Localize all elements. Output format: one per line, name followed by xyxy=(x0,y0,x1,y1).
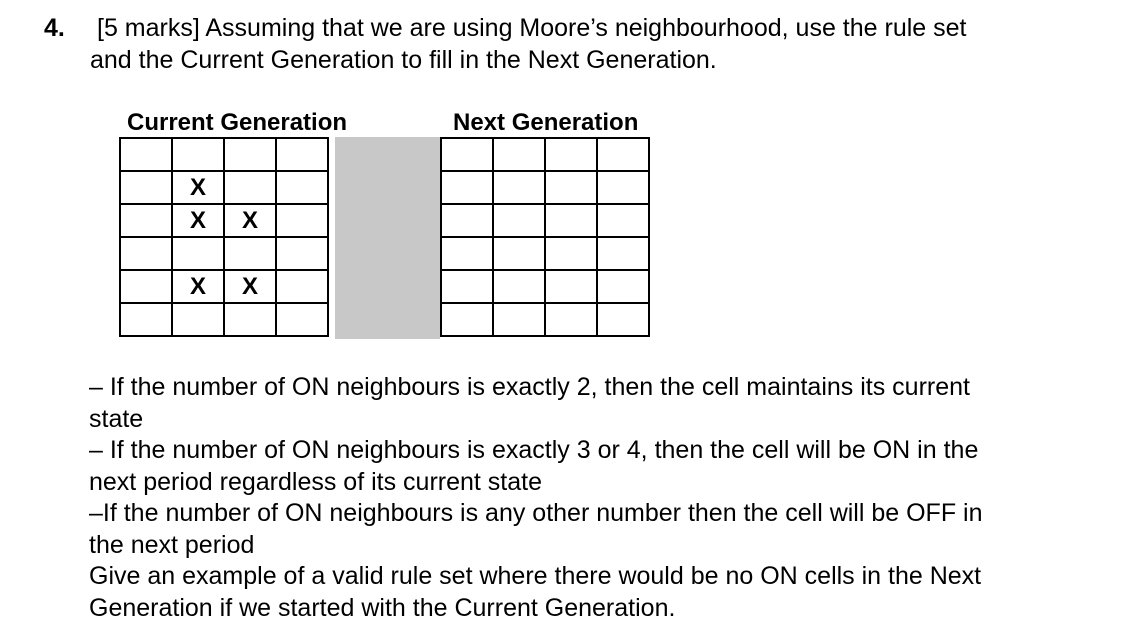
next-generation-grid xyxy=(440,137,650,337)
grid-cell[interactable] xyxy=(493,237,545,270)
rule-set xyxy=(89,372,1119,624)
grid-cell[interactable] xyxy=(493,270,545,303)
grid-cell xyxy=(276,237,328,270)
grid-row xyxy=(441,237,649,270)
grid-cell xyxy=(224,138,276,171)
grid-row xyxy=(441,204,649,237)
question-line-1: [5 marks] Assuming that we are using Moore’s neighbourhood, use the rule set xyxy=(97,14,967,42)
grid-cell[interactable] xyxy=(545,138,597,171)
grid-cell[interactable] xyxy=(441,204,493,237)
current-generation-grid xyxy=(119,137,329,337)
grid-cell xyxy=(172,303,224,336)
grid-cell[interactable] xyxy=(441,237,493,270)
grid-cell[interactable] xyxy=(493,303,545,336)
grid-row xyxy=(120,237,328,270)
rule-line: the next period xyxy=(89,530,255,559)
grid-row xyxy=(120,138,328,171)
grid-cell xyxy=(276,171,328,204)
grid-cell xyxy=(120,171,172,204)
grid-cell[interactable] xyxy=(597,237,649,270)
gray-separator xyxy=(335,137,440,339)
rule-line: state xyxy=(89,404,144,433)
grid-cell xyxy=(276,138,328,171)
question-line-2: and the Current Generation to fill in the Next Generation. xyxy=(90,46,717,74)
grid-row xyxy=(441,138,649,171)
next-generation-title: Next Generation xyxy=(453,109,639,136)
rule-line: – If the number of ON neighbours is exactly 3 or 4, then the cell will be ON in the xyxy=(89,436,979,464)
grid-cell[interactable] xyxy=(545,303,597,336)
rule-line: next period regardless of its current state xyxy=(89,467,543,496)
grid-cell[interactable] xyxy=(597,171,649,204)
grid-cell: X xyxy=(172,204,224,237)
grid-cell xyxy=(120,204,172,237)
grid-cell: X xyxy=(224,204,276,237)
grid-row xyxy=(441,171,649,204)
grid-cell xyxy=(120,270,172,303)
grid-cell xyxy=(224,171,276,204)
grid-cell[interactable] xyxy=(545,204,597,237)
grid-cell[interactable] xyxy=(441,270,493,303)
grid-row xyxy=(120,204,328,237)
grid-cell xyxy=(120,303,172,336)
grid-cell[interactable] xyxy=(441,138,493,171)
grid-cell[interactable] xyxy=(597,303,649,336)
grid-cell[interactable] xyxy=(597,270,649,303)
grid-cell xyxy=(276,303,328,336)
grid-cell[interactable] xyxy=(545,270,597,303)
grid-cell xyxy=(224,303,276,336)
grid-cell[interactable] xyxy=(545,171,597,204)
grid-cell: X xyxy=(172,270,224,303)
grid-cell[interactable] xyxy=(597,138,649,171)
grid-cell: X xyxy=(224,270,276,303)
grid-cell xyxy=(172,138,224,171)
grid-cell xyxy=(276,204,328,237)
grid-cell xyxy=(120,138,172,171)
grid-row xyxy=(441,270,649,303)
grid-cell xyxy=(172,237,224,270)
question-number: 4. xyxy=(44,14,65,42)
grid-cell[interactable] xyxy=(493,204,545,237)
current-generation-title: Current Generation xyxy=(127,109,348,136)
rule-line: –If the number of ON neighbours is any other number then the cell will be OFF in xyxy=(89,499,983,527)
grid-cell[interactable] xyxy=(493,138,545,171)
question-text xyxy=(90,12,1120,76)
grid-cell xyxy=(120,237,172,270)
grid-cell xyxy=(224,237,276,270)
grid-cell[interactable] xyxy=(493,171,545,204)
grid-cell[interactable] xyxy=(545,237,597,270)
grid-row xyxy=(120,303,328,336)
instruction-line: Generation if we started with the Current Generation. xyxy=(89,593,676,622)
grid-cell: X xyxy=(172,171,224,204)
grid-cell[interactable] xyxy=(441,303,493,336)
grid-row xyxy=(441,303,649,336)
grid-cell xyxy=(276,270,328,303)
instruction-line: Give an example of a valid rule set where there would be no ON cells in the Next xyxy=(89,562,982,590)
grid-row xyxy=(120,171,328,204)
grid-cell[interactable] xyxy=(441,171,493,204)
rule-line: – If the number of ON neighbours is exactly 2, then the cell maintains its current xyxy=(89,373,970,401)
grid-cell[interactable] xyxy=(597,204,649,237)
grid-row xyxy=(120,270,328,303)
